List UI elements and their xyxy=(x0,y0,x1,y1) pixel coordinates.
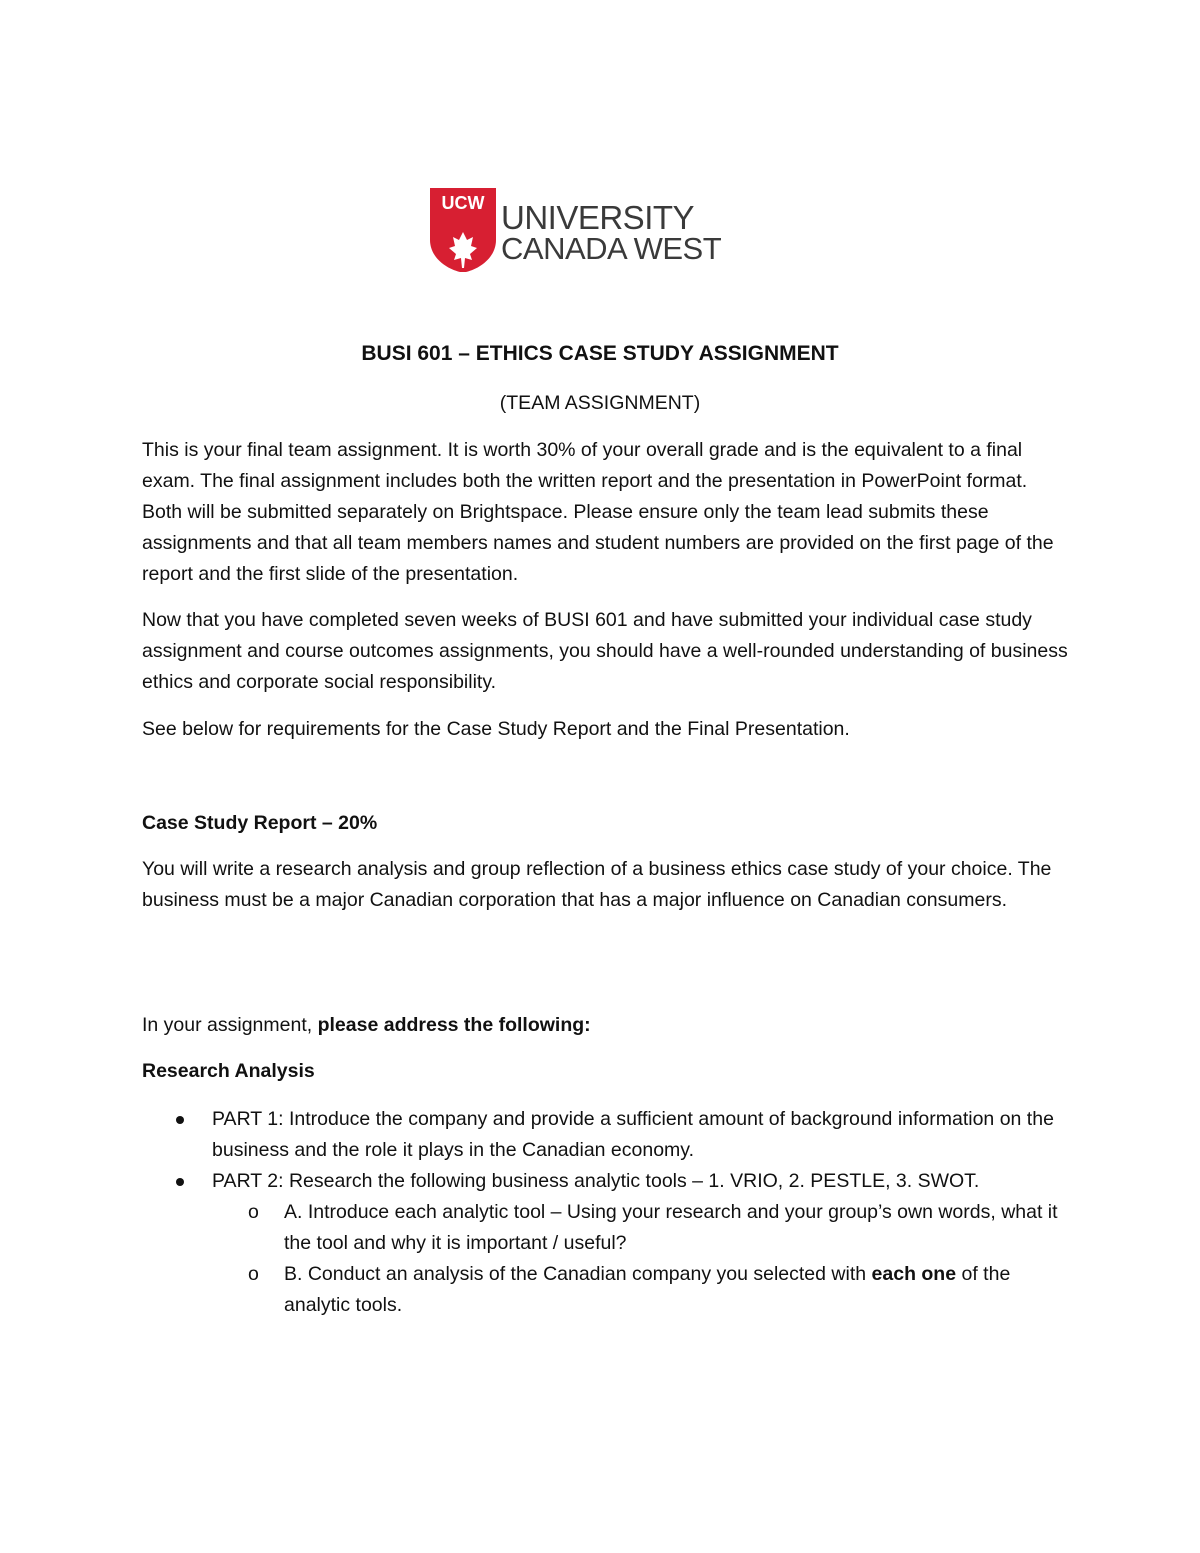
sub-item-a-text: A. Introduce each analytic tool – Using your research and your group’s own words, what it the tool and why it is important / useful? xyxy=(284,1201,1058,1254)
case-study-report-paragraph: You will write a research analysis and group reflection of a business ethics case study of your choice. The business must be a major Canadian corporation that has a major influence on Canadian consumers. xyxy=(142,858,1052,911)
sub-item-b-suffix: of the analytic tools. xyxy=(284,1263,1011,1316)
sub-list-item xyxy=(212,1197,1072,1259)
maple-leaf-shield-icon xyxy=(430,188,500,272)
document-title: BUSI 601 – ETHICS CASE STUDY ASSIGNMENT xyxy=(361,342,839,365)
list-item xyxy=(142,1166,1072,1321)
sub-item-b-prefix: B. Conduct an analysis of the Canadian company you selected with xyxy=(284,1263,867,1285)
sub-item-b-bold: each one xyxy=(871,1263,957,1285)
list-item xyxy=(142,1104,1072,1166)
requirements-list xyxy=(142,1104,1072,1321)
case-study-report-heading: Case Study Report – 20% xyxy=(142,812,378,834)
part-2-text: PART 2: Research the following business analytic tools – 1. VRIO, 2. PESTLE, 3. SWOT. xyxy=(212,1170,980,1192)
intro-paragraph-2: Now that you have completed seven weeks of BUSI 601 and have submitted your individual case study assignment and course outcomes assignments, you should have a well-rounded understanding of business ethics and corporate social responsibility. xyxy=(142,609,1068,693)
logo-wordmark xyxy=(501,199,722,266)
sub-list-item xyxy=(212,1259,1072,1321)
address-prefix: In your assignment, xyxy=(142,1014,313,1036)
part-1-text: PART 1: Introduce the company and provide a sufficient amount of background information on the business and the role it plays in the Canadian economy. xyxy=(212,1108,1054,1161)
research-analysis-heading: Research Analysis xyxy=(142,1060,315,1082)
logo-badge-text: UCW xyxy=(441,193,485,213)
address-bold: please address the following: xyxy=(317,1014,591,1036)
document-subtitle: (TEAM ASSIGNMENT) xyxy=(499,392,701,414)
intro-paragraph-1: This is your final team assignment. It is worth 30% of your overall grade and is the equivalent to a final exam. The final assignment includes both the written report and the presentation in PowerPoint format. Both will be submitted separately on Brightspace. Please ensure only the team lead submits these assignments and that all team members names and student numbers are provided on the first page of the report and the first slide of the presentation. xyxy=(142,439,1054,585)
part-2-sublist xyxy=(212,1197,1072,1321)
logo-line-university: UNIVERSITY xyxy=(501,199,695,236)
intro-paragraph-3: See below for requirements for the Case Study Report and the Final Presentation. xyxy=(142,718,850,740)
address-instruction xyxy=(142,1010,1072,1041)
university-logo xyxy=(430,188,775,272)
logo-line-canada-west: CANADA WEST xyxy=(501,231,722,266)
